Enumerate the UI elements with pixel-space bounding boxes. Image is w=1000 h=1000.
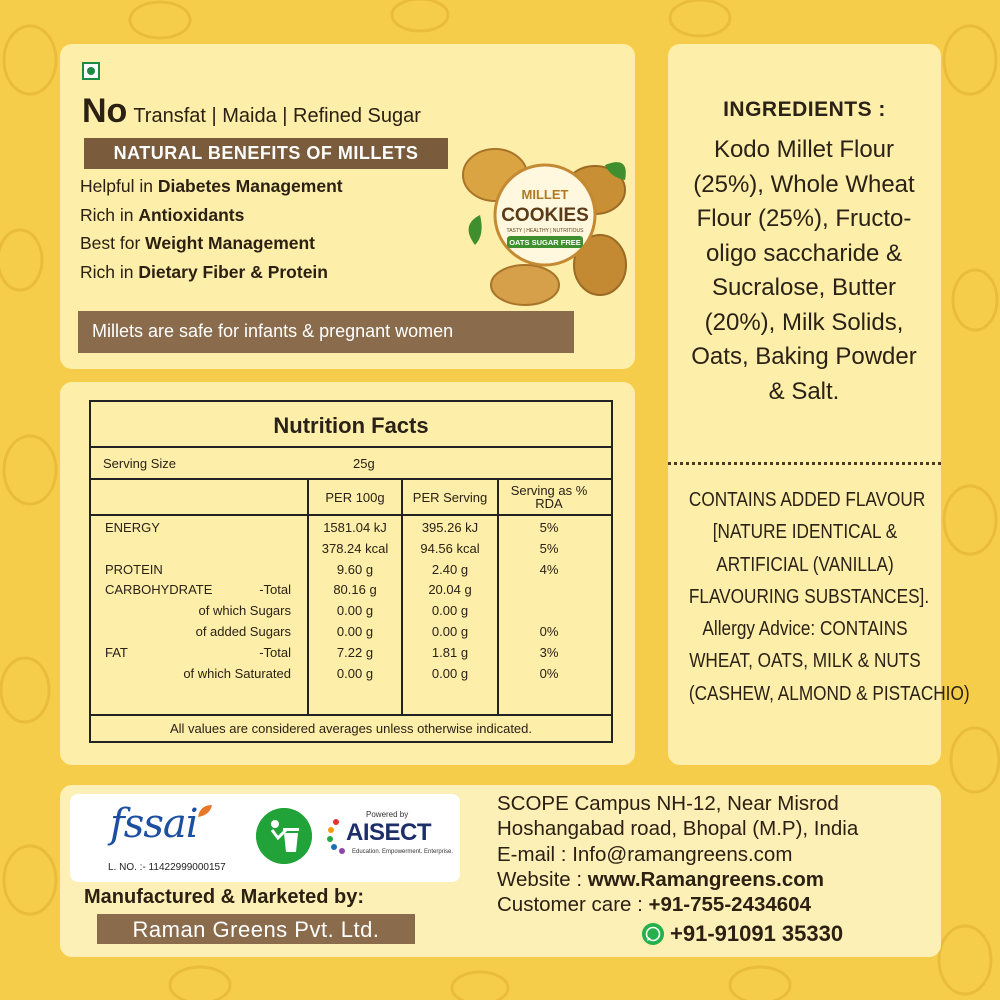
value-per-serving: 0.00 g [431,624,469,639]
value-rda: 5% [539,540,559,556]
no-word: No [82,92,128,130]
website-label: Website : [497,868,588,891]
dustbin-icon [256,808,312,864]
fssai-leaf-icon [196,803,214,819]
nutrient-sublabel: -Total [259,582,291,598]
nutrient-label: ENERGY [105,520,160,535]
value-rda: 0% [539,665,559,681]
whatsapp-number [670,921,843,947]
ingredients-text: Kodo Millet Flour (25%), Whole Wheat Flour (25%), Fructo-oligo saccharide & Sucralose, Butter (20%), Milk Solids, Oats, Baking Powder & Salt. [691,136,917,405]
value-rda: 4% [539,561,559,577]
millet-cookies-badge [455,135,635,310]
website-link[interactable]: www.Ramangreens.com [587,868,824,891]
col-rda-line2: RDA [535,496,563,511]
value-per-serving: 2.40 g [431,561,469,577]
value-per100: 378.24 kcal [321,540,389,556]
nutrient-sublabel: of which Saturated [183,665,291,681]
benefit-prefix: Rich in [80,262,139,282]
value-per-serving: 0.00 g [431,665,469,681]
aisect-tagline: Education. Empowerment. Enterprise. [352,849,454,855]
nutrient-sublabel: -Total [259,644,291,660]
nutrient-label: FAT [105,644,128,660]
nutrient-sublabel: of added Sugars [195,624,291,639]
col-rda-line1: Serving as % [510,483,588,498]
badge-line2: COOKIES [501,205,589,226]
nutrition-title: Nutrition Facts [91,402,611,448]
flavour-line: ARTIFICIAL (VANILLA) [716,553,894,576]
veg-mark-icon [82,62,100,80]
nutrient-label: CARBOHYDRATE [105,582,213,598]
email-link[interactable]: Info@ramangreens.com [572,843,793,866]
care-phone[interactable]: +91-755-2434604 [648,893,811,916]
ingredients-title: INGREDIENTS : [723,98,886,121]
whatsapp-phone[interactable]: +91-91091 35330 [670,921,844,946]
benefit-prefix: Rich in [80,205,139,225]
value-per-serving: 395.26 kJ [421,520,479,535]
nutrient-label: PROTEIN [105,561,163,577]
benefit-item [80,233,315,254]
flavour-line: FLAVOURING SUBSTANCES]. [688,585,930,608]
serving-row [91,448,611,480]
benefit-prefix: Helpful in [80,176,158,196]
value-per100: 80.16 g [333,582,377,598]
dotted-divider [668,462,941,465]
value-rda: 5% [539,520,559,535]
manufactured-label: Manufactured & Marketed by: [84,886,365,908]
aisect-powered-by: Powered by [366,810,409,819]
benefits-title: NATURAL BENEFITS OF MILLETS [84,138,448,169]
address-line2: Hoshangabad road, Bhopal (M.P), India [497,817,859,840]
badge-line1: MILLET [521,187,569,202]
badge-tagline: TASTY | HEALTHY | NUTRITIOUS [506,228,584,234]
email-label: E-mail : [497,843,573,866]
value-per100: 0.00 g [336,624,374,639]
company-name: Raman Greens Pvt. Ltd. [97,914,415,944]
flavour-allergy-text [688,484,970,710]
value-per100: 1581.04 kJ [323,520,387,535]
badge-variant: OATS SUGAR FREE [509,238,581,247]
benefit-bold: Dietary Fiber & Protein [138,262,328,282]
flavour-line: WHEAT, OATS, MILK & NUTS [689,650,921,673]
nutrition-header-row [91,480,611,516]
benefit-item [80,262,328,283]
value-rda: 0% [539,624,559,639]
nutrition-footnote: All values are considered averages unless otherwise indicated. [169,721,533,736]
value-per100: 9.60 g [336,561,374,577]
col-per-serving: PER Serving [412,490,488,505]
nutrition-body [91,516,611,716]
benefit-bold: Diabetes Management [157,176,343,196]
aisect-logo: AISECT [346,819,432,846]
flavour-line: Allergy Advice: CONTAINS [702,618,908,641]
website-line [497,868,824,892]
whatsapp-icon [642,923,664,945]
customer-care-line [497,893,811,917]
address-line1: SCOPE Campus NH-12, Near Misrod [497,792,839,815]
benefit-item [80,176,343,197]
value-per-serving: 1.81 g [431,644,469,660]
serving-label: Serving Size [103,456,176,471]
nutrition-facts-table [89,400,613,743]
col-per100: PER 100g [325,490,385,505]
flavour-line: CONTAINS ADDED FLAVOUR [688,489,926,511]
benefit-prefix: Best for [80,233,146,253]
flavour-line: (CASHEW, ALMOND & PISTACHIO) [688,682,970,705]
serving-value: 25g [353,456,375,471]
fssai-license: L. NO. :- 11422999000157 [108,862,226,873]
fssai-logo: fssai [110,801,198,847]
value-per100: 0.00 g [336,665,374,681]
value-per100: 0.00 g [336,603,374,619]
email-line [497,843,792,867]
value-per100: 7.22 g [336,644,374,660]
flavour-line: [NATURE IDENTICAL & [712,521,898,544]
no-additives-line [82,92,421,131]
value-per-serving: 94.56 kcal [420,540,480,556]
benefit-item [80,205,244,226]
safe-note: Millets are safe for infants & pregnant women [78,311,574,353]
value-per-serving: 0.00 g [431,603,469,619]
benefit-bold: Weight Management [145,233,316,253]
value-rda: 3% [539,644,559,660]
nutrient-sublabel: of which Sugars [198,603,291,619]
benefit-bold: Antioxidants [138,205,245,225]
no-items: Transfat | Maida | Refined Sugar [133,105,421,127]
care-label: Customer care : [497,893,649,916]
value-per-serving: 20.04 g [428,582,472,598]
